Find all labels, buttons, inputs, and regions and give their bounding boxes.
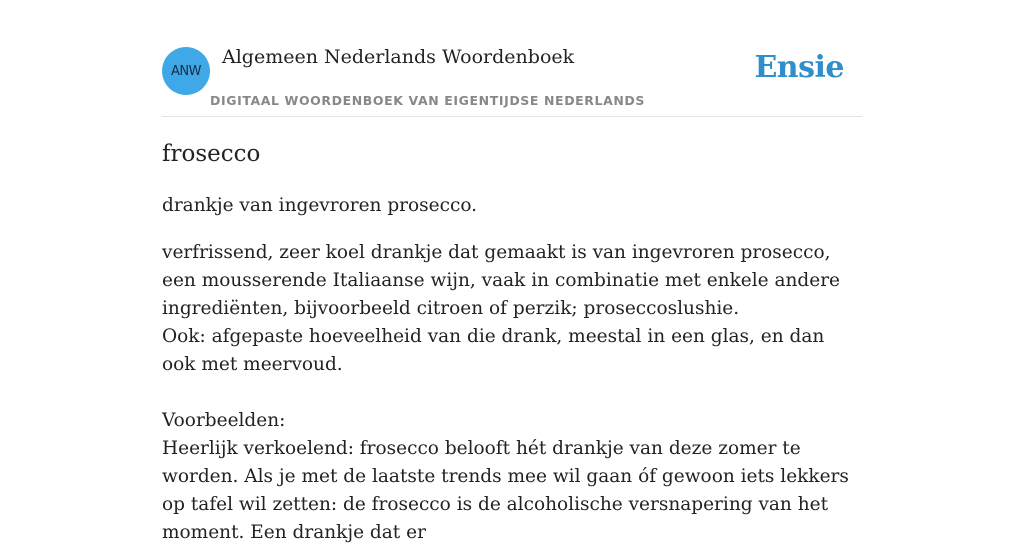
- examples-label: Voorbeelden:: [162, 410, 286, 431]
- page-container: [162, 0, 862, 543]
- example-text: Heerlijk verkoelend: frosecco belooft hét drankje van deze zomer te worden. Als je met de laatste trends mee wil gaan óf gewoon iets lekkers op tafel wil zetten: de frosecco is de alcoholische versnapering van het moment. Een drankje dat er: [162, 438, 849, 543]
- logo-text: ANW: [171, 63, 201, 79]
- site-subtitle: DIGITAAL WOORDENBOEK VAN EIGENTIJDSE NEDERLANDS: [210, 93, 646, 108]
- site-title[interactable]: Algemeen Nederlands Woordenboek: [222, 46, 575, 68]
- paragraph-spacer: [162, 379, 862, 407]
- also-text: Ook: afgepaste hoeveelheid van die drank, meestal in een glas, en dan ook met meervoud.: [162, 326, 825, 375]
- short-definition: drankje van ingevroren prosecco.: [162, 195, 478, 216]
- long-definition: [162, 239, 862, 547]
- anw-logo[interactable]: [162, 47, 210, 95]
- site-header: [162, 0, 862, 117]
- ensie-brand-logo[interactable]: Ensie: [754, 50, 844, 85]
- entry-headword: frosecco: [162, 141, 261, 167]
- definition-text: verfrissend, zeer koel drankje dat gemaakt is van ingevroren prosecco, een mousserende Italiaanse wijn, vaak in combinatie met enkele andere ingrediënten, bijvoorbeeld citroen of perzik; proseccoslushie.: [162, 242, 841, 319]
